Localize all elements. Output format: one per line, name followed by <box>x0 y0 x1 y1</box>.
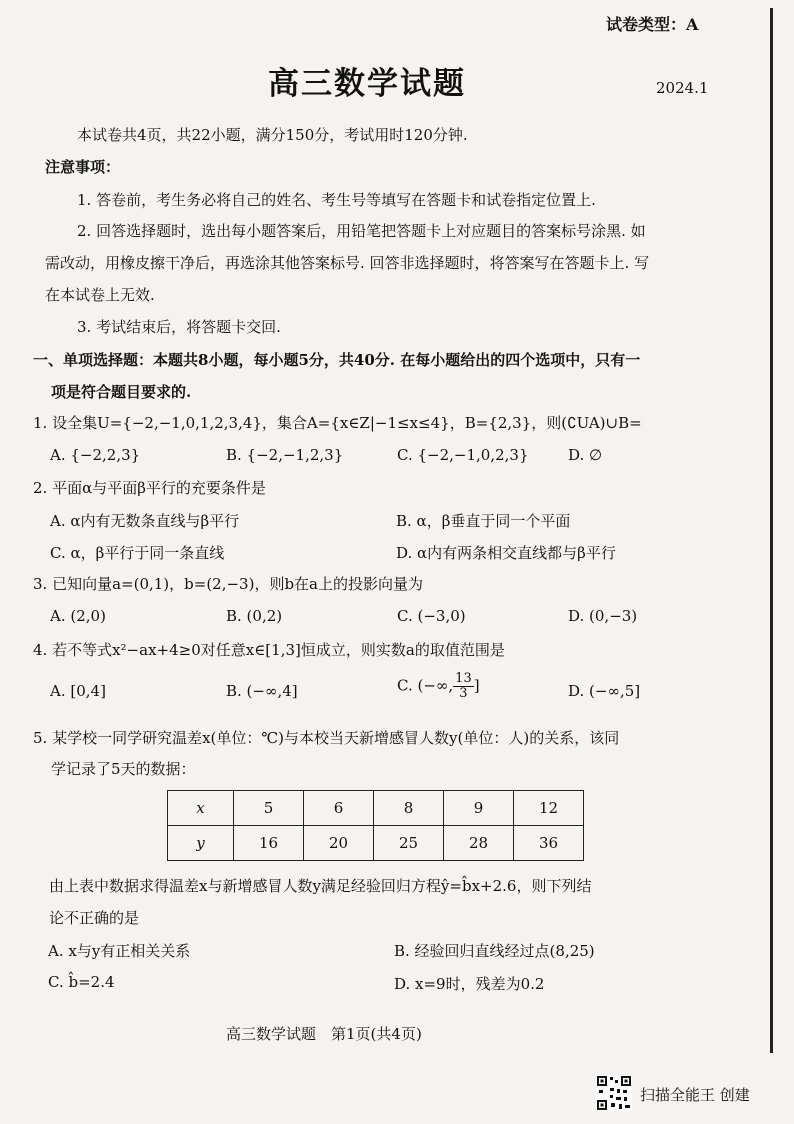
table-row <box>168 791 584 826</box>
table-cell: x <box>168 791 234 826</box>
fraction-numerator: 13 <box>455 671 472 686</box>
q3-option-a: A. (2,0) <box>50 607 106 625</box>
table-cell: 28 <box>444 826 514 861</box>
q5-option-d: D. x=9时，残差为0.2 <box>394 975 545 993</box>
q3-option-c: C. (−3,0) <box>397 607 466 625</box>
fraction-denominator: 3 <box>459 686 468 701</box>
q4-option-b: B. (−∞,4] <box>226 682 298 700</box>
q2-option-b: B. α，β垂直于同一个平面 <box>396 512 571 530</box>
notes-heading: 注意事项： <box>45 158 121 176</box>
q5-option-b: B. 经验回归直线经过点(8,25) <box>394 942 595 960</box>
table-cell: 5 <box>234 791 304 826</box>
q5-stem-line1: 5. 某学校一同学研究温差x(单位：℃)与本校当天新增感冒人数y(单位：人)的关系，该同 <box>33 729 620 747</box>
q4-option-a: A. [0,4] <box>50 682 106 700</box>
page-title: 高三数学试题 <box>268 66 466 102</box>
note-2b: 需改动，用橡皮擦干净后，再选涂其他答案标号. 回答非选择题时，将答案写在答题卡上. 写 <box>45 254 650 272</box>
table-row <box>168 826 584 861</box>
page-footer: 高三数学试题 第1页(共4页) <box>226 1025 422 1043</box>
q1-stem: 1. 设全集U={−2,−1,0,1,2,3,4}，集合A={x∈Z|−1≤x≤4}，B={2,3}，则(∁UA)∪B= <box>33 414 642 432</box>
q5-continuation-line2: 论不正确的是 <box>49 909 140 927</box>
table-cell: 20 <box>304 826 374 861</box>
fraction <box>453 672 474 701</box>
table-cell: y <box>168 826 234 861</box>
table-cell: 25 <box>374 826 444 861</box>
q4-option-d: D. (−∞,5] <box>568 682 641 700</box>
section1-line2: 项是符合题目要求的. <box>51 383 192 401</box>
q5-continuation-line1: 由上表中数据求得温差x与新增感冒人数y满足经验回归方程ŷ=b̂x+2.6，则下列结 <box>49 877 592 895</box>
paper-type: 试卷类型：A <box>606 15 699 34</box>
data-table <box>167 790 584 861</box>
q5-option-c: C. b̂=2.4 <box>48 973 115 991</box>
note-2a: 2. 回答选择题时，选出每小题答案后，用铅笔把答题卡上对应题目的答案标号涂黑. 如 <box>77 222 646 240</box>
qr-code-icon <box>596 1075 632 1111</box>
q1-option-b: B. {−2,−1,2,3} <box>226 446 344 464</box>
q2-option-c: C. α，β平行于同一条直线 <box>50 544 225 562</box>
q2-option-a: A. α内有无数条直线与β平行 <box>50 512 240 530</box>
table-cell: 8 <box>374 791 444 826</box>
q1-option-a: A. {−2,2,3} <box>50 446 141 464</box>
table-cell: 36 <box>514 826 584 861</box>
q4-option-c-suffix: ] <box>473 676 480 695</box>
section1-line1: 一、单项选择题：本题共8小题，每小题5分，共40分. 在每小题给出的四个选项中，只有一 <box>33 351 641 369</box>
q2-stem: 2. 平面α与平面β平行的充要条件是 <box>33 479 266 497</box>
margin-rule <box>770 8 773 1053</box>
q1-option-c: C. {−2,−1,0,2,3} <box>397 446 529 464</box>
q2-option-d: D. α内有两条相交直线都与β平行 <box>396 544 616 562</box>
table-cell: 12 <box>514 791 584 826</box>
q1-option-d: D. ∅ <box>568 446 603 464</box>
q3-option-b: B. (0,2) <box>226 607 283 625</box>
scanner-watermark: 扫描全能王 创建 <box>640 1086 750 1104</box>
q4-option-c-prefix: C. (−∞, <box>397 676 454 695</box>
intro-text: 本试卷共4页，共22小题，满分150分，考试用时120分钟. <box>77 126 468 144</box>
note-1: 1. 答卷前，考生务必将自己的姓名、考生号等填写在答题卡和试卷指定位置上. <box>77 191 596 209</box>
q3-stem: 3. 已知向量a=(0,1)，b=(2,−3)，则b在a上的投影向量为 <box>33 575 423 593</box>
note-2c: 在本试卷上无效. <box>45 286 155 304</box>
table-cell: 6 <box>304 791 374 826</box>
q4-stem: 4. 若不等式x²−ax+4≥0对任意x∈[1,3]恒成立，则实数a的取值范围是 <box>33 641 505 659</box>
q5-stem-line2: 学记录了5天的数据： <box>51 760 196 778</box>
table-cell: 9 <box>444 791 514 826</box>
note-3: 3. 考试结束后，将答题卡交回. <box>77 318 281 336</box>
q3-option-d: D. (0,−3) <box>568 607 638 625</box>
q4-option-c <box>397 672 480 701</box>
q5-option-a: A. x与y有正相关关系 <box>48 942 191 960</box>
table-cell: 16 <box>234 826 304 861</box>
exam-date: 2024.1 <box>656 79 709 97</box>
